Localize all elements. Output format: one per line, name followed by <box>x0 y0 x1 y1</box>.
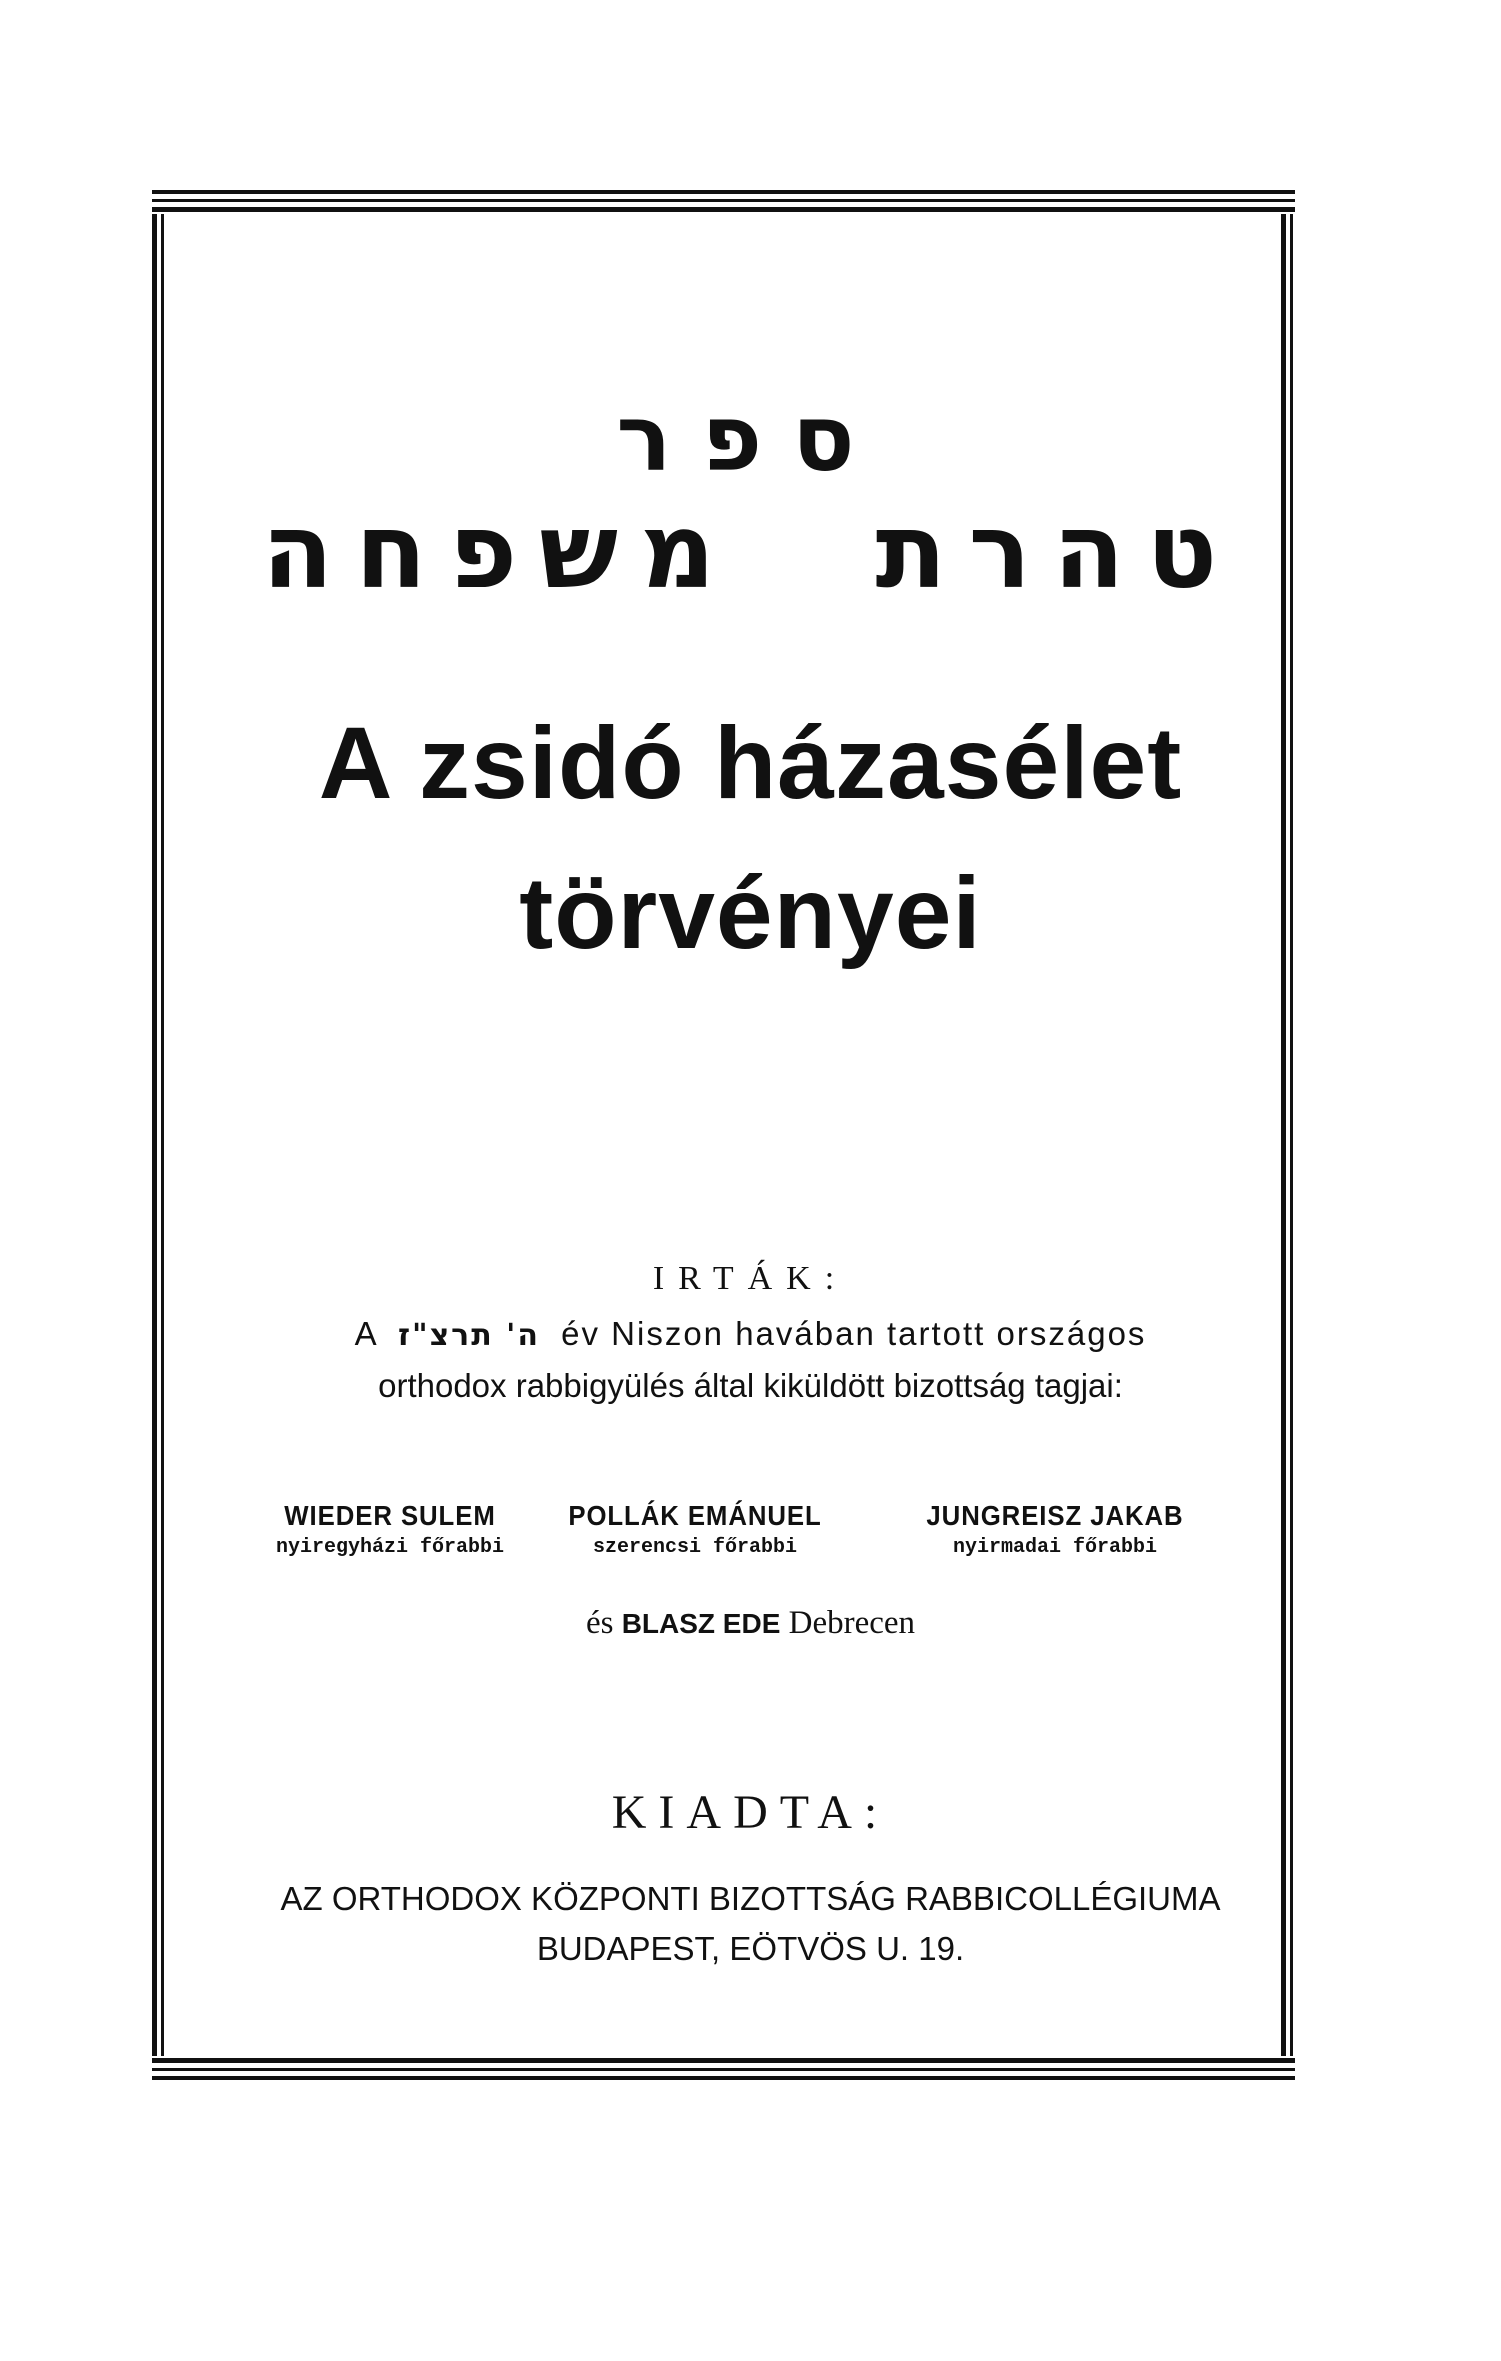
authors-intro-line-1 <box>0 1315 1501 1353</box>
extra-author-name: BLASZ EDE <box>621 1608 781 1639</box>
bottom-rule <box>152 2056 1295 2080</box>
author-name: POLLÁK EMÁNUEL <box>568 1500 822 1531</box>
author-role: szerencsi főrabbi <box>592 1536 798 1559</box>
author-block <box>905 1500 1205 1559</box>
extra-author-prefix: és <box>585 1605 614 1641</box>
authors-intro-line-2: orthodox rabbigyülés által kiküldött bizottság tagjai: <box>378 1367 1123 1404</box>
top-rule <box>152 190 1295 214</box>
author-role: nyirmadai főrabbi <box>952 1536 1158 1559</box>
author-name: JUNGREISZ JAKAB <box>926 1500 1184 1531</box>
hebrew-sefer: ספר <box>616 385 885 492</box>
publisher-address: BUDAPEST, EÖTVÖS U. 19. <box>536 1930 965 1967</box>
publisher-heading: KIADTA: <box>611 1786 890 1839</box>
intro-prefix: A <box>354 1315 377 1352</box>
hebrew-title: טהרת משפחה <box>261 490 1240 612</box>
extra-author-line <box>0 1605 1501 1642</box>
author-role: nyiregyházi főrabbi <box>275 1536 505 1559</box>
authors-heading: IRTÁK: <box>652 1260 849 1297</box>
author-block <box>545 1500 845 1559</box>
hebrew-year: ה' תרצ"ז <box>397 1318 540 1353</box>
extra-author-city: Debrecen <box>788 1605 916 1641</box>
title-line-2: törvényei <box>519 856 982 970</box>
author-block <box>240 1500 540 1559</box>
intro-rest: év Niszon havában tartott országos <box>561 1315 1147 1352</box>
author-name: WIEDER SULEM <box>284 1500 496 1531</box>
publisher-name: AZ ORTHODOX KÖZPONTI BIZOTTSÁG RABBICOLLÉGIUMA <box>280 1880 1221 1917</box>
title-line-1: A zsidó házasélet <box>318 706 1183 820</box>
